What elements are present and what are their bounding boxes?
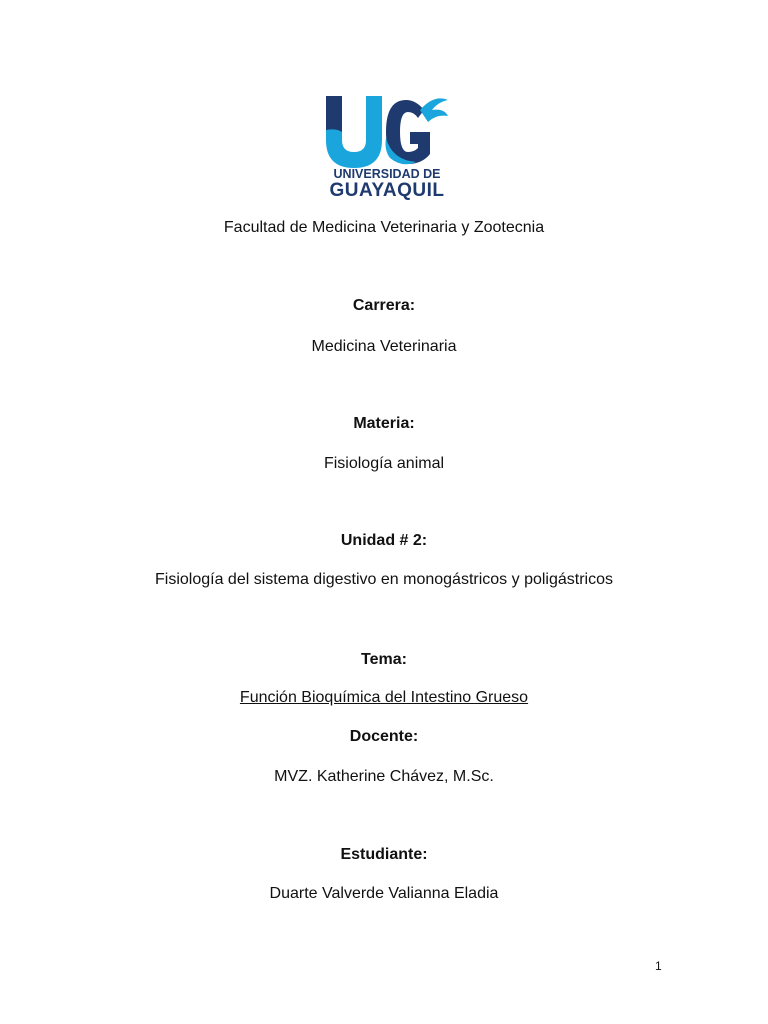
page-number: 1 xyxy=(655,959,662,973)
logo-line2: GUAYAQUIL xyxy=(329,180,445,200)
faculty-name: Facultad de Medicina Veterinaria y Zootecnia xyxy=(223,219,545,236)
tema-value-text: Función Bioquímica del Intestino Grueso xyxy=(239,689,529,706)
estudiante-value: Duarte Valverde Valianna Eladia xyxy=(269,885,499,902)
unidad-value: Fisiología del sistema digestivo en monogástricos y poligástricos xyxy=(155,571,613,588)
logo-feather-shape xyxy=(420,98,448,122)
university-logo xyxy=(312,88,462,200)
materia-value: Fisiología animal xyxy=(323,455,445,472)
docente-value: MVZ. Katherine Chávez, M.Sc. xyxy=(274,768,494,785)
estudiante-label: Estudiante: xyxy=(340,846,428,863)
tema-label: Tema: xyxy=(361,651,407,668)
unidad-label: Unidad # 2: xyxy=(340,532,428,549)
carrera-label: Carrera: xyxy=(352,297,416,314)
carrera-value: Medicina Veterinaria xyxy=(311,338,457,355)
tema-value xyxy=(0,688,768,708)
docente-label: Docente: xyxy=(349,728,419,745)
logo-u-accent xyxy=(326,96,342,132)
materia-label: Materia: xyxy=(353,415,415,432)
ug-logo-graphic xyxy=(312,88,462,200)
logo-line1: UNIVERSIDAD DE xyxy=(333,167,441,181)
